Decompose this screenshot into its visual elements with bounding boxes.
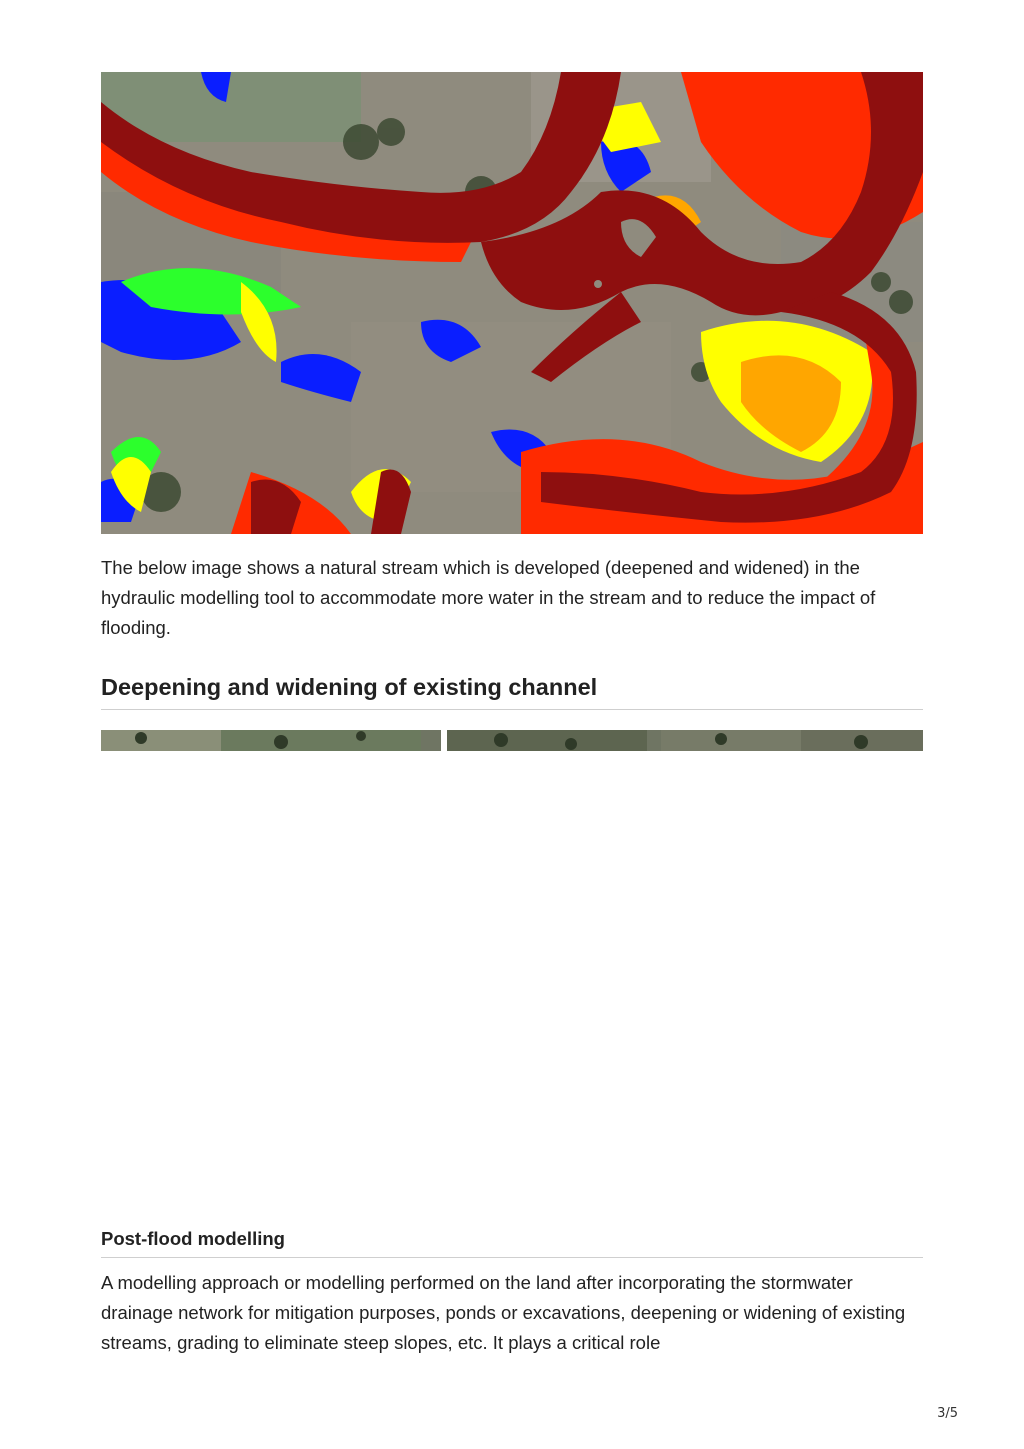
post-flood-paragraph: A modelling approach or modelling performed on the land after incorporating the stormwater drainage network for mitigation purposes, ponds or excavations, deepening or widening of existing streams, grading to eliminate steep slopes, etc. It plays a critical role <box>101 1272 906 1353</box>
subsection-divider <box>101 1257 923 1258</box>
page-number: 3/5 <box>937 1406 958 1421</box>
subsection-heading: Post-flood modelling <box>101 1228 285 1249</box>
flood-depth-map-image <box>101 72 923 534</box>
section-heading: Deepening and widening of existing channel <box>101 674 598 700</box>
channel-image <box>101 730 923 751</box>
section-divider <box>101 709 923 710</box>
intro-paragraph: The below image shows a natural stream which is developed (deepened and widened) in the hydraulic modelling tool to accommodate more water in the stream and to reduce the impact of flooding. <box>101 557 876 638</box>
